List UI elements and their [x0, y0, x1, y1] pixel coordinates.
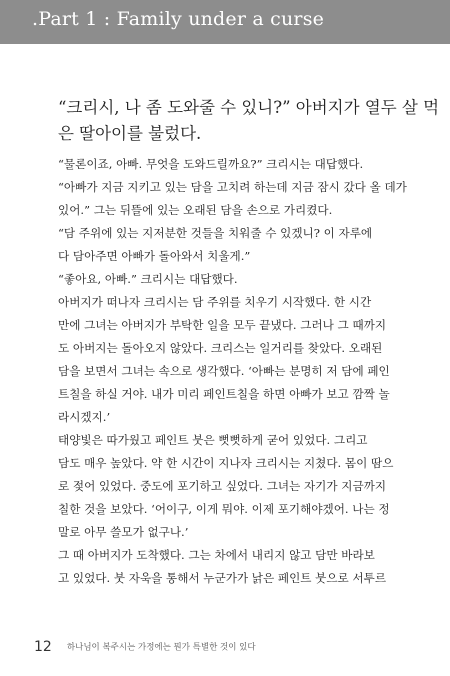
text-line: 말로 아무 쓸모가 없구나.’: [58, 525, 189, 539]
text-line: 고 있었다. 붓 자욱을 통해서 누군가가 낡은 페인트 붓으로 서투르: [58, 571, 387, 585]
paragraph: [58, 544, 418, 590]
paragraph: [58, 222, 418, 268]
text-line: 라시겠지.’: [58, 410, 111, 424]
text-line: “좋아요, 아빠.” 크리시는 대답했다.: [58, 272, 238, 286]
page-number: 12: [34, 638, 52, 655]
paragraph: [58, 95, 440, 147]
chapter-title: .Part 1 : Family under a curse: [32, 8, 325, 30]
text-line: 있어.” 그는 뒤뜰에 있는 오래된 담을 손으로 가리켰다.: [58, 203, 333, 217]
text-line: 담을 보면서 그녀는 속으로 생각했다. ‘아빠는 분명히 저 담에 페인: [58, 364, 390, 378]
text-line: “물론이죠, 아빠. 무엇을 도와드릴까요?” 크리시는 대답했다.: [58, 157, 364, 171]
text-line: 로 젖어 있었다. 중도에 포기하고 싶었다. 그녀는 자기가 지금까지: [58, 479, 387, 493]
page-footer: [34, 636, 256, 655]
text-line: 만에 그녀는 아버지가 부탁한 일을 모두 끝냈다. 그러나 그 때까지: [58, 318, 387, 332]
text-line: 칠한 것을 보았다. ‘어이구, 이게 뭐야. 이제 포기해야겠어. 나는 정: [58, 502, 390, 516]
paragraph: [58, 268, 418, 291]
paragraph: [58, 153, 418, 176]
text-line: 담도 매우 높았다. 약 한 시간이 지나자 크리시는 지쳤다. 몸이 땀으: [58, 456, 394, 470]
text-line: 그 때 아버지가 도착했다. 그는 차에서 내리지 않고 담만 바라보: [58, 548, 375, 562]
text-line: 다 담아주면 아빠가 돌아와서 치울게.”: [58, 249, 251, 263]
text-line: 트칠을 하실 거야. 내가 미리 페인트칠을 하면 아빠가 보고 깜짝 놀: [58, 387, 390, 401]
running-head: 하나님이 복주시는 가정에는 뭔가 특별한 것이 있다: [66, 642, 256, 653]
text-line: 태양빛은 따가웠고 페인트 붓은 뻣뻣하게 굳어 있었다. 그리고: [58, 433, 368, 447]
text-line: “담 주위에 있는 지저분한 것들을 치워줄 수 있겠니? 이 자루에: [58, 226, 373, 240]
paragraph: [58, 429, 418, 544]
text-line: 은 딸아이를 불렀다.: [58, 124, 202, 143]
text-line: 아버지가 떠나자 크리시는 담 주위를 치우기 시작했다. 한 시간: [58, 295, 372, 309]
text-line: 도 아버지는 돌아오지 않았다. 크리스는 일거리를 찾았다. 오래된: [58, 341, 383, 355]
body-text: [58, 95, 440, 590]
paragraph: [58, 176, 418, 222]
chapter-header-band: [0, 0, 450, 44]
paragraph: [58, 291, 418, 429]
text-line: “크리시, 나 좀 도와줄 수 있니?” 아버지가 열두 살 먹: [58, 98, 440, 117]
text-line: “아빠가 지금 지키고 있는 담을 고치려 하는데 지금 잠시 갔다 올 데가: [58, 180, 407, 194]
